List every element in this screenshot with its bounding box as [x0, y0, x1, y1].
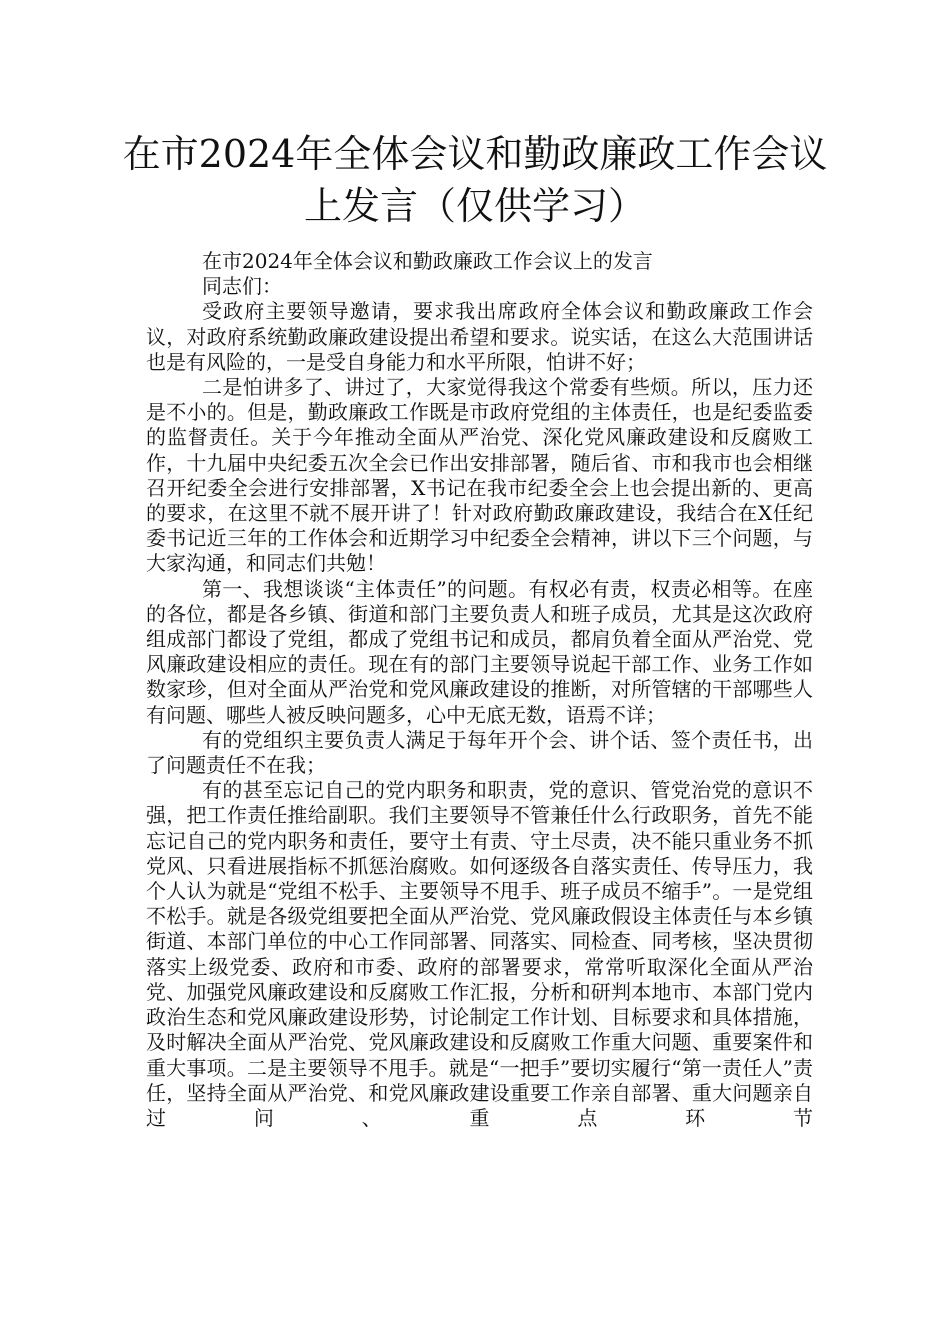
- paragraph-1: 受政府主要领导邀请，要求我出席政府全体会议和勤政廉政工作会议，对政府系统勤政廉政建设提出希望和要求。说实话，在这么大范围讲话也是有风险的，一是受自身能力和水平所限，怕讲不好；: [146, 299, 813, 374]
- document-title: [120, 128, 830, 232]
- title-line-1: 在市2024年全体会议和勤政廉政工作会议: [122, 132, 828, 176]
- paragraph-3: 第一、我想谈谈“主体责任”的问题。有权必有责，权责必相等。在座的各位，都是各乡镇、街道和部门主要负责人和班子成员，尤其是这次政府组成部门都设了党组，都成了党组书记和成员，都肩负着全面从严治党、党风廉政建设相应的责任。现在有的部门主要领导说起干部工作、业务工作如数家珍，但对全面从严治党和党风廉政建设的推断，对所管辖的干部哪些人有问题、哪些人被反映问题多，心中无底无数，语焉不详；: [146, 576, 813, 727]
- title-line-2: 上发言（仅供学习）: [303, 184, 646, 228]
- speech-subtitle: 在市2024年全体会议和勤政廉政工作会议上的发言: [202, 249, 653, 273]
- document-body: [146, 249, 813, 1131]
- salutation: 同志们：: [202, 274, 282, 299]
- paragraph-5: 有的甚至忘记自己的党内职务和职责，党的意识、管党治党的意识不强，把工作责任推给副职。我们主要领导不管兼任什么行政职务，首先不能忘记自己的党内职务和责任，要守土有责、守土尽责，决不能只重业务不抓党风、只看进展指标不抓惩治腐败。如何逐级各自落实责任、传导压力，我个人认为就是“党组不松手、主要领导不甩手、班子成员不缩手”。一是党组不松手。就是各级党组要把全面从严治党、党风廉政假设主体责任与本乡镇街道、本部门单位的中心工作同部署、同落实、同检查、同考核，坚决贯彻落实上级党委、政府和市委、政府的部署要求，常常听取深化全面从严治党、加强党风廉政建设和反腐败工作汇报，分析和研判本地市、本部门党内政治生态和党风廉政建设形势，讨论制定工作计划、目标要求和具体措施，及时解决全面从严治党、党风廉政建设和反腐败工作重大问题、重要案件和重大事项。二是主要领导不甩手。就是“一把手”要切实履行“第一责任人”责任，坚持全面从严治党、和党风廉政建设重要工作亲自部署、重大问题亲自过问、重点环节: [146, 778, 813, 1130]
- paragraph-2: 二是怕讲多了、讲过了，大家觉得我这个常委有些烦。所以，压力还是不小的。但是，勤政廉政工作既是市政府党组的主体责任，也是纪委监委的监督责任。关于今年推动全面从严治党、深化党风廉政建设和反腐败工作，十九届中央纪委五次全会已作出安排部署，随后省、市和我市也会相继召开纪委全会进行安排部署，X书记在我市纪委全会上也会提出新的、更高的要求，在这里不就不展开讲了！针对政府勤政廉政建设，我结合在X任纪委书记近三年的工作体会和近期学习中纪委全会精神，讲以下三个问题，与大家沟通，和同志们共勉！: [146, 375, 813, 576]
- paragraph-4: 有的党组织主要负责人满足于每年开个会、讲个话、签个责任书，出了问题责任不在我；: [146, 727, 813, 778]
